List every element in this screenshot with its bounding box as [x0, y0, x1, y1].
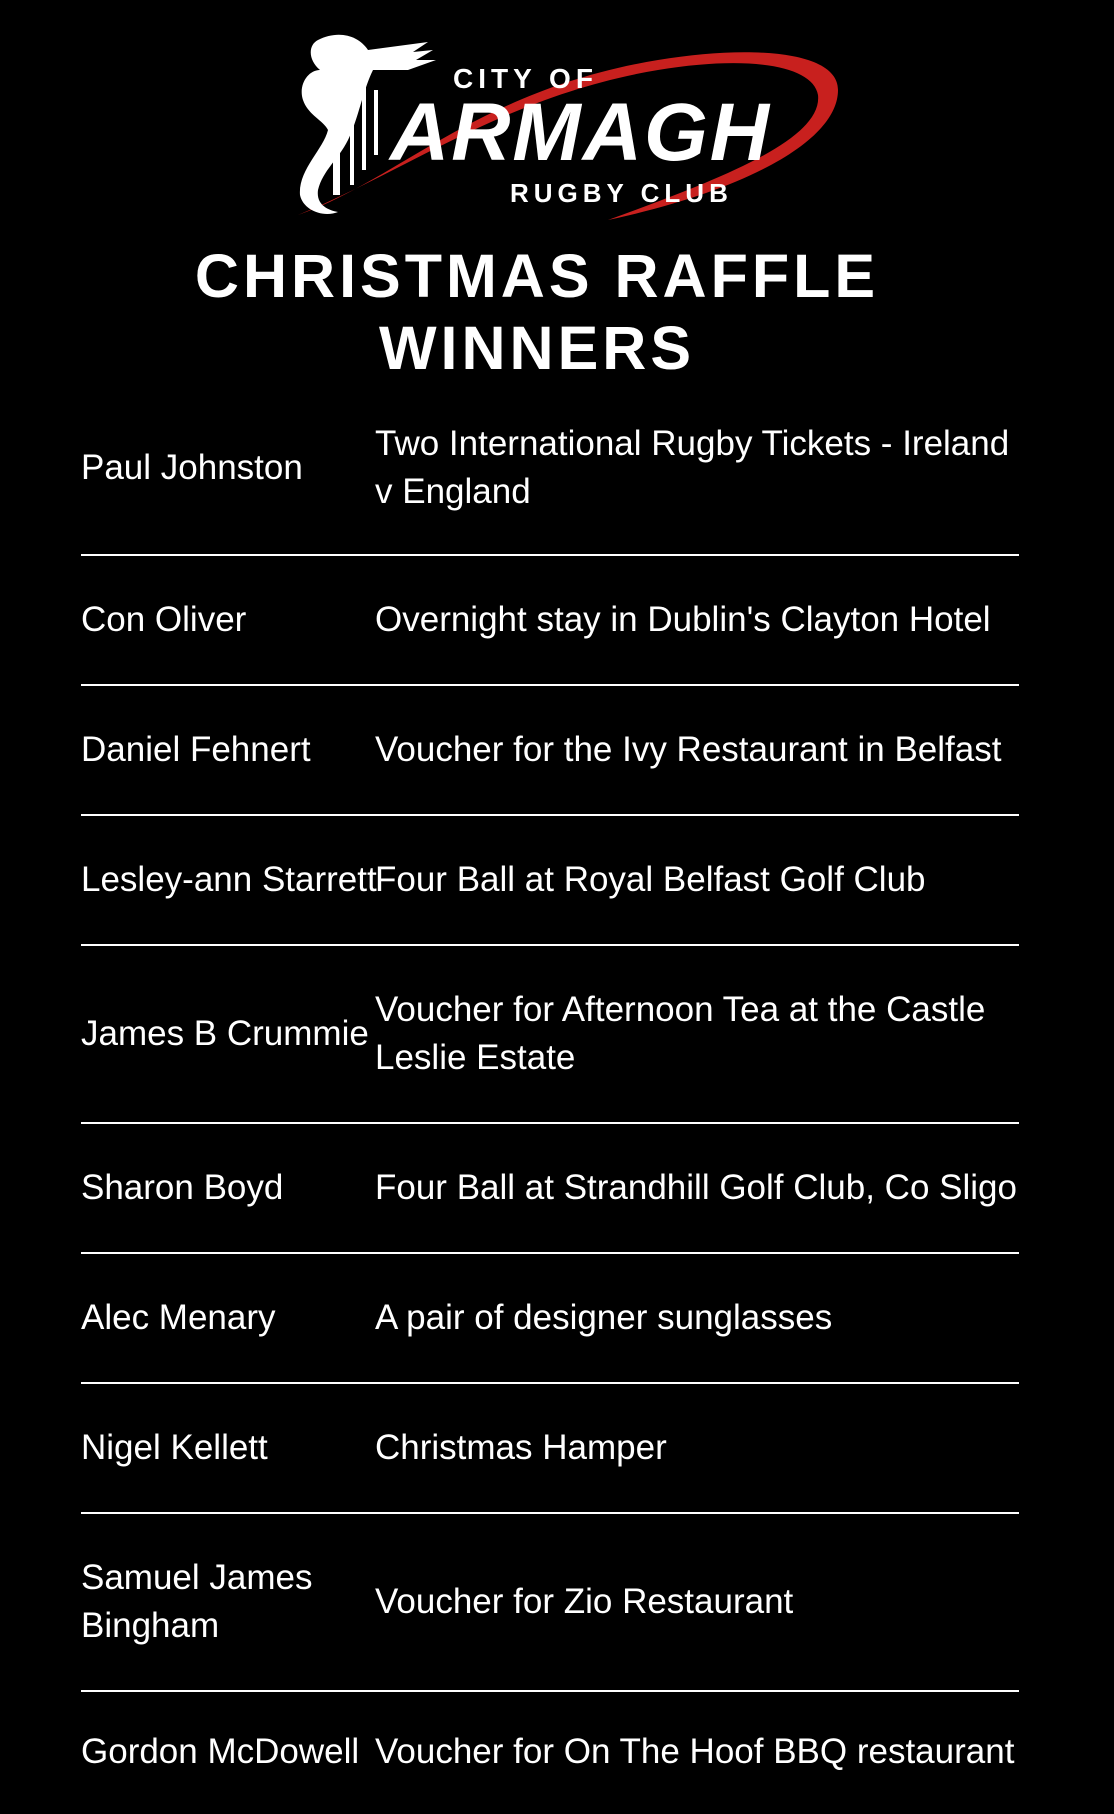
winner-row — [81, 816, 1019, 946]
winner-prize: Voucher for the Ivy Restaurant in Belfast — [375, 730, 1002, 769]
page-title-line2: WINNERS — [378, 314, 696, 382]
logo-text-rugby-club: RUGBY CLUB — [510, 178, 733, 208]
winner-name: Alec Menary — [81, 1298, 276, 1337]
winner-name: James B Crummie — [81, 1014, 369, 1053]
winner-name: Paul Johnston — [81, 448, 303, 487]
winner-prize: Voucher for Afternoon Tea at the Castle Leslie Estate — [375, 990, 986, 1077]
winner-row — [81, 1254, 1019, 1384]
winner-prize: Voucher for Zio Restaurant — [375, 1582, 794, 1621]
winner-row — [81, 686, 1019, 816]
winner-row — [81, 946, 1019, 1124]
winner-row — [81, 1692, 1019, 1812]
logo-text-armagh: ARMAGH — [390, 87, 771, 178]
winner-name: Lesley-ann Starrett — [81, 860, 377, 899]
winner-prize: Voucher for On The Hoof BBQ restaurant — [375, 1732, 1015, 1771]
club-logo — [278, 30, 848, 230]
winner-prize: Christmas Hamper — [375, 1428, 667, 1467]
logo-text-city-of: CITY OF — [453, 63, 598, 94]
page-title-line1: CHRISTMAS RAFFLE — [194, 242, 880, 310]
winner-prize: Four Ball at Royal Belfast Golf Club — [375, 860, 926, 899]
winner-name: Con Oliver — [81, 600, 247, 639]
winner-name: Gordon McDowell — [81, 1732, 360, 1771]
winner-prize: Two International Rugby Tickets - Ireland v England — [375, 424, 1010, 511]
page-title — [0, 240, 1074, 384]
winner-name: Sharon Boyd — [81, 1168, 284, 1207]
winner-row — [81, 1384, 1019, 1514]
winner-row — [81, 1514, 1019, 1692]
winner-name: Samuel James Bingham — [81, 1558, 313, 1645]
winner-prize: A pair of designer sunglasses — [375, 1298, 833, 1337]
winner-row — [81, 400, 1019, 556]
winner-prize: Overnight stay in Dublin's Clayton Hotel — [375, 600, 991, 639]
winner-prize: Four Ball at Strandhill Golf Club, Co Sligo — [375, 1168, 1017, 1207]
winners-table — [81, 400, 1019, 1812]
winner-row — [81, 1124, 1019, 1254]
winner-name: Daniel Fehnert — [81, 730, 311, 769]
winner-name: Nigel Kellett — [81, 1428, 268, 1467]
winner-row — [81, 556, 1019, 686]
